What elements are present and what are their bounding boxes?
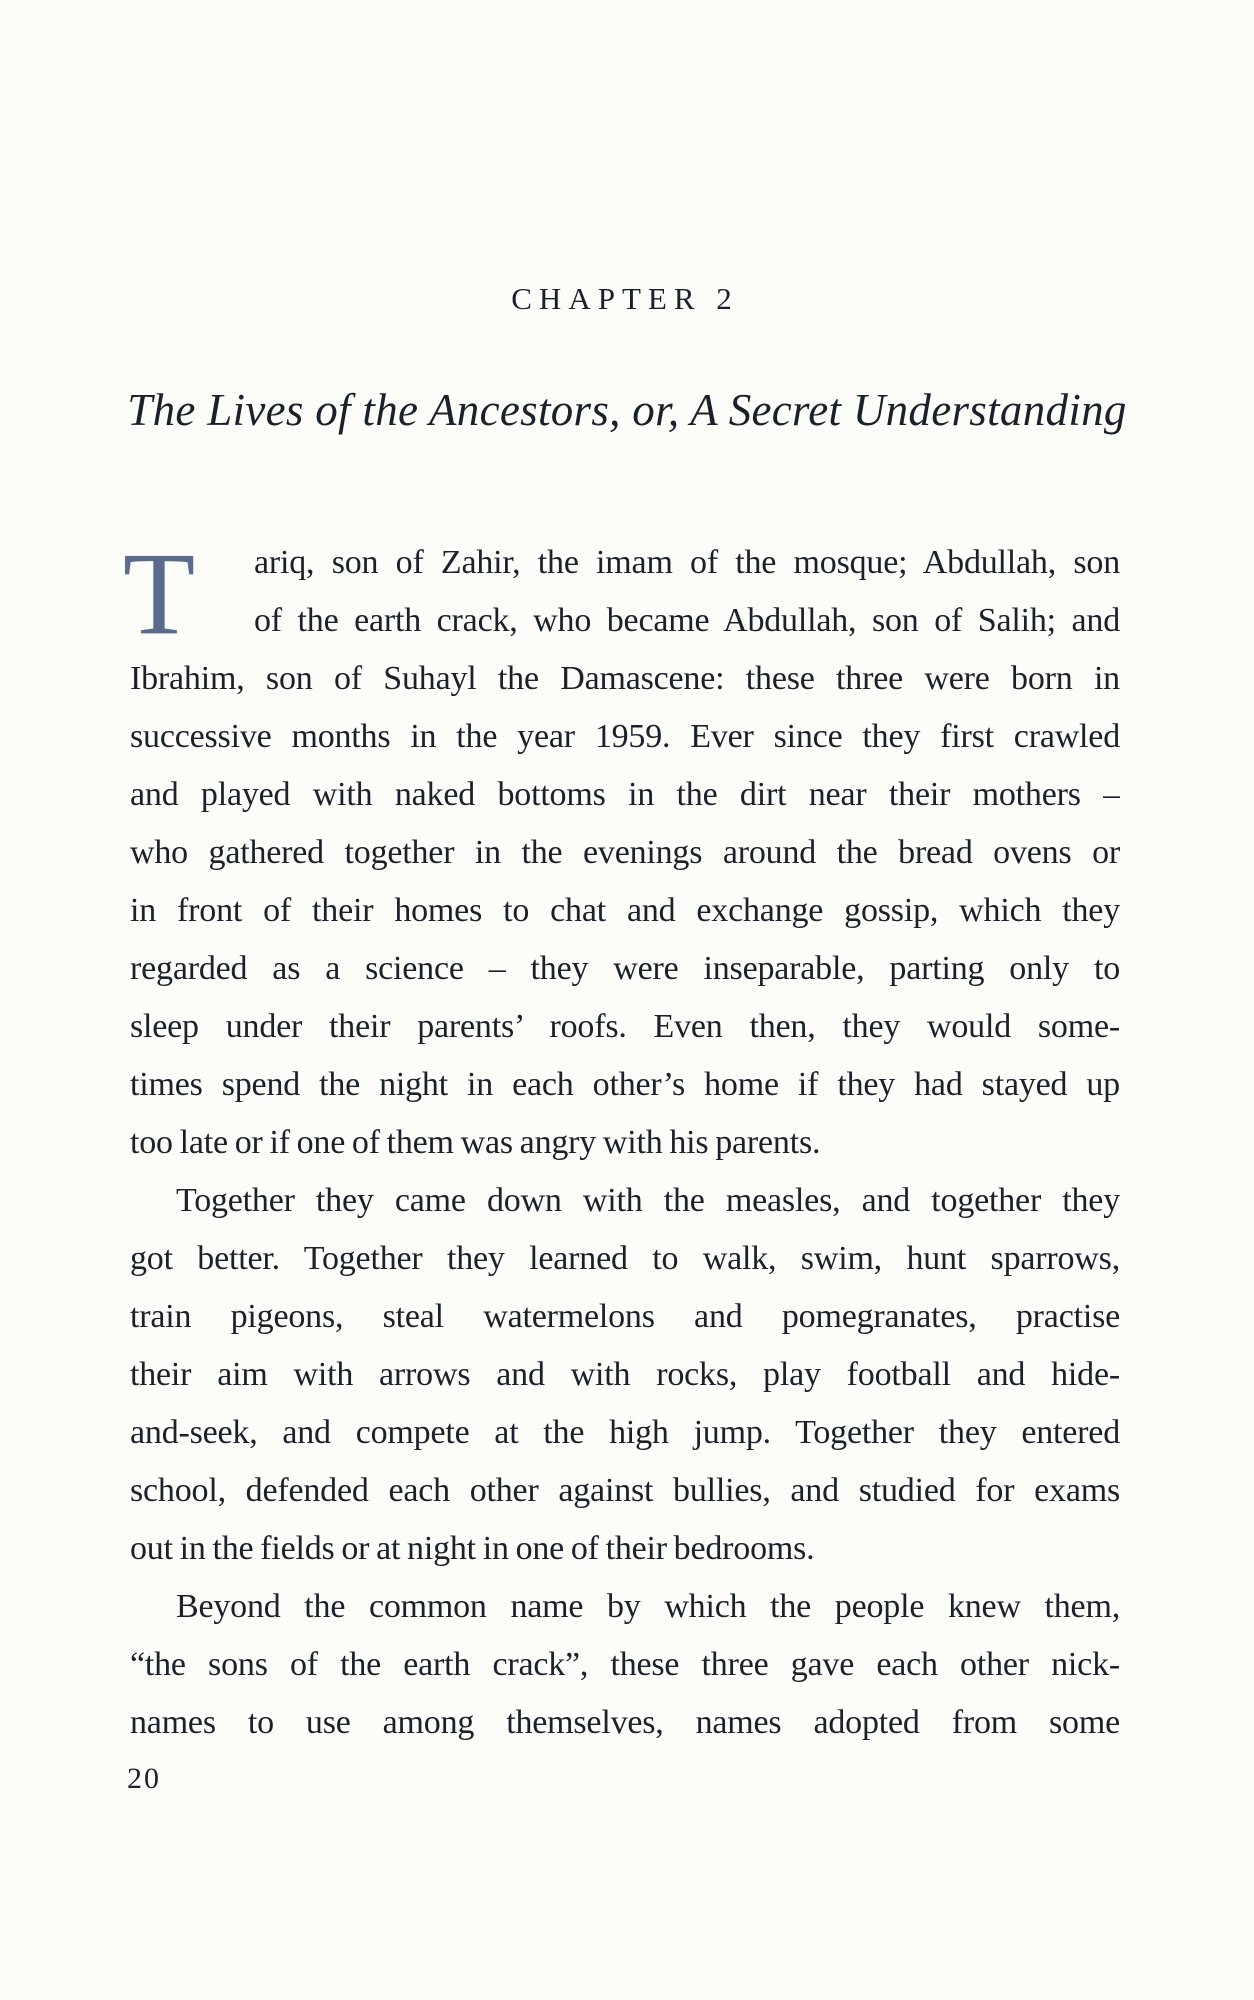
- text-line: Together they came down with the measles, and together they: [176, 1182, 1120, 1219]
- paragraph: [130, 1172, 1120, 1578]
- drop-cap: T: [123, 528, 195, 659]
- text-line: their aim with arrows and with rocks, play football and hide-: [130, 1356, 1120, 1393]
- chapter-title: The Lives of the Ancestors, or, A Secret Understanding: [127, 385, 1127, 435]
- text-line: got better. Together they learned to walk, swim, hunt sparrows,: [130, 1240, 1120, 1277]
- body-text: [123, 528, 1120, 1752]
- text-line: and-seek, and compete at the high jump. Together they entered: [130, 1414, 1120, 1451]
- text-line: Beyond the common name by which the people knew them,: [176, 1588, 1120, 1625]
- text-line: ariq, son of Zahir, the imam of the mosque; Abdullah, son: [254, 544, 1120, 581]
- text-line: successive months in the year 1959. Ever since they first crawled: [130, 718, 1120, 755]
- chapter-heading: CHAPTER 2: [511, 281, 739, 316]
- text-line: out in the fields or at night in one of their bedrooms.: [130, 1530, 815, 1567]
- text-line: names to use among themselves, names adopted from some: [130, 1704, 1120, 1741]
- text-line: “the sons of the earth crack”, these three gave each other nick-: [130, 1646, 1120, 1683]
- text-line: times spend the night in each other’s home if they had stayed up: [130, 1066, 1120, 1103]
- text-line: in front of their homes to chat and exchange gossip, which they: [130, 892, 1120, 929]
- text-line: and played with naked bottoms in the dirt near their mothers –: [130, 776, 1120, 813]
- paragraph: [130, 534, 1120, 1172]
- text-line: Ibrahim, son of Suhayl the Damascene: these three were born in: [130, 660, 1120, 697]
- text-line: too late or if one of them was angry with his parents.: [130, 1124, 821, 1161]
- text-line: school, defended each other against bullies, and studied for exams: [130, 1472, 1120, 1509]
- text-line: regarded as a science – they were inseparable, parting only to: [130, 950, 1120, 987]
- text-line: who gathered together in the evenings around the bread ovens or: [130, 834, 1120, 871]
- text-line: train pigeons, steal watermelons and pomegranates, practise: [130, 1298, 1120, 1335]
- text-line: sleep under their parents’ roofs. Even then, they would some-: [130, 1008, 1120, 1045]
- page-number: 20: [127, 1762, 161, 1795]
- text-line: of the earth crack, who became Abdullah, son of Salih; and: [254, 602, 1120, 639]
- paragraph: [130, 1578, 1120, 1752]
